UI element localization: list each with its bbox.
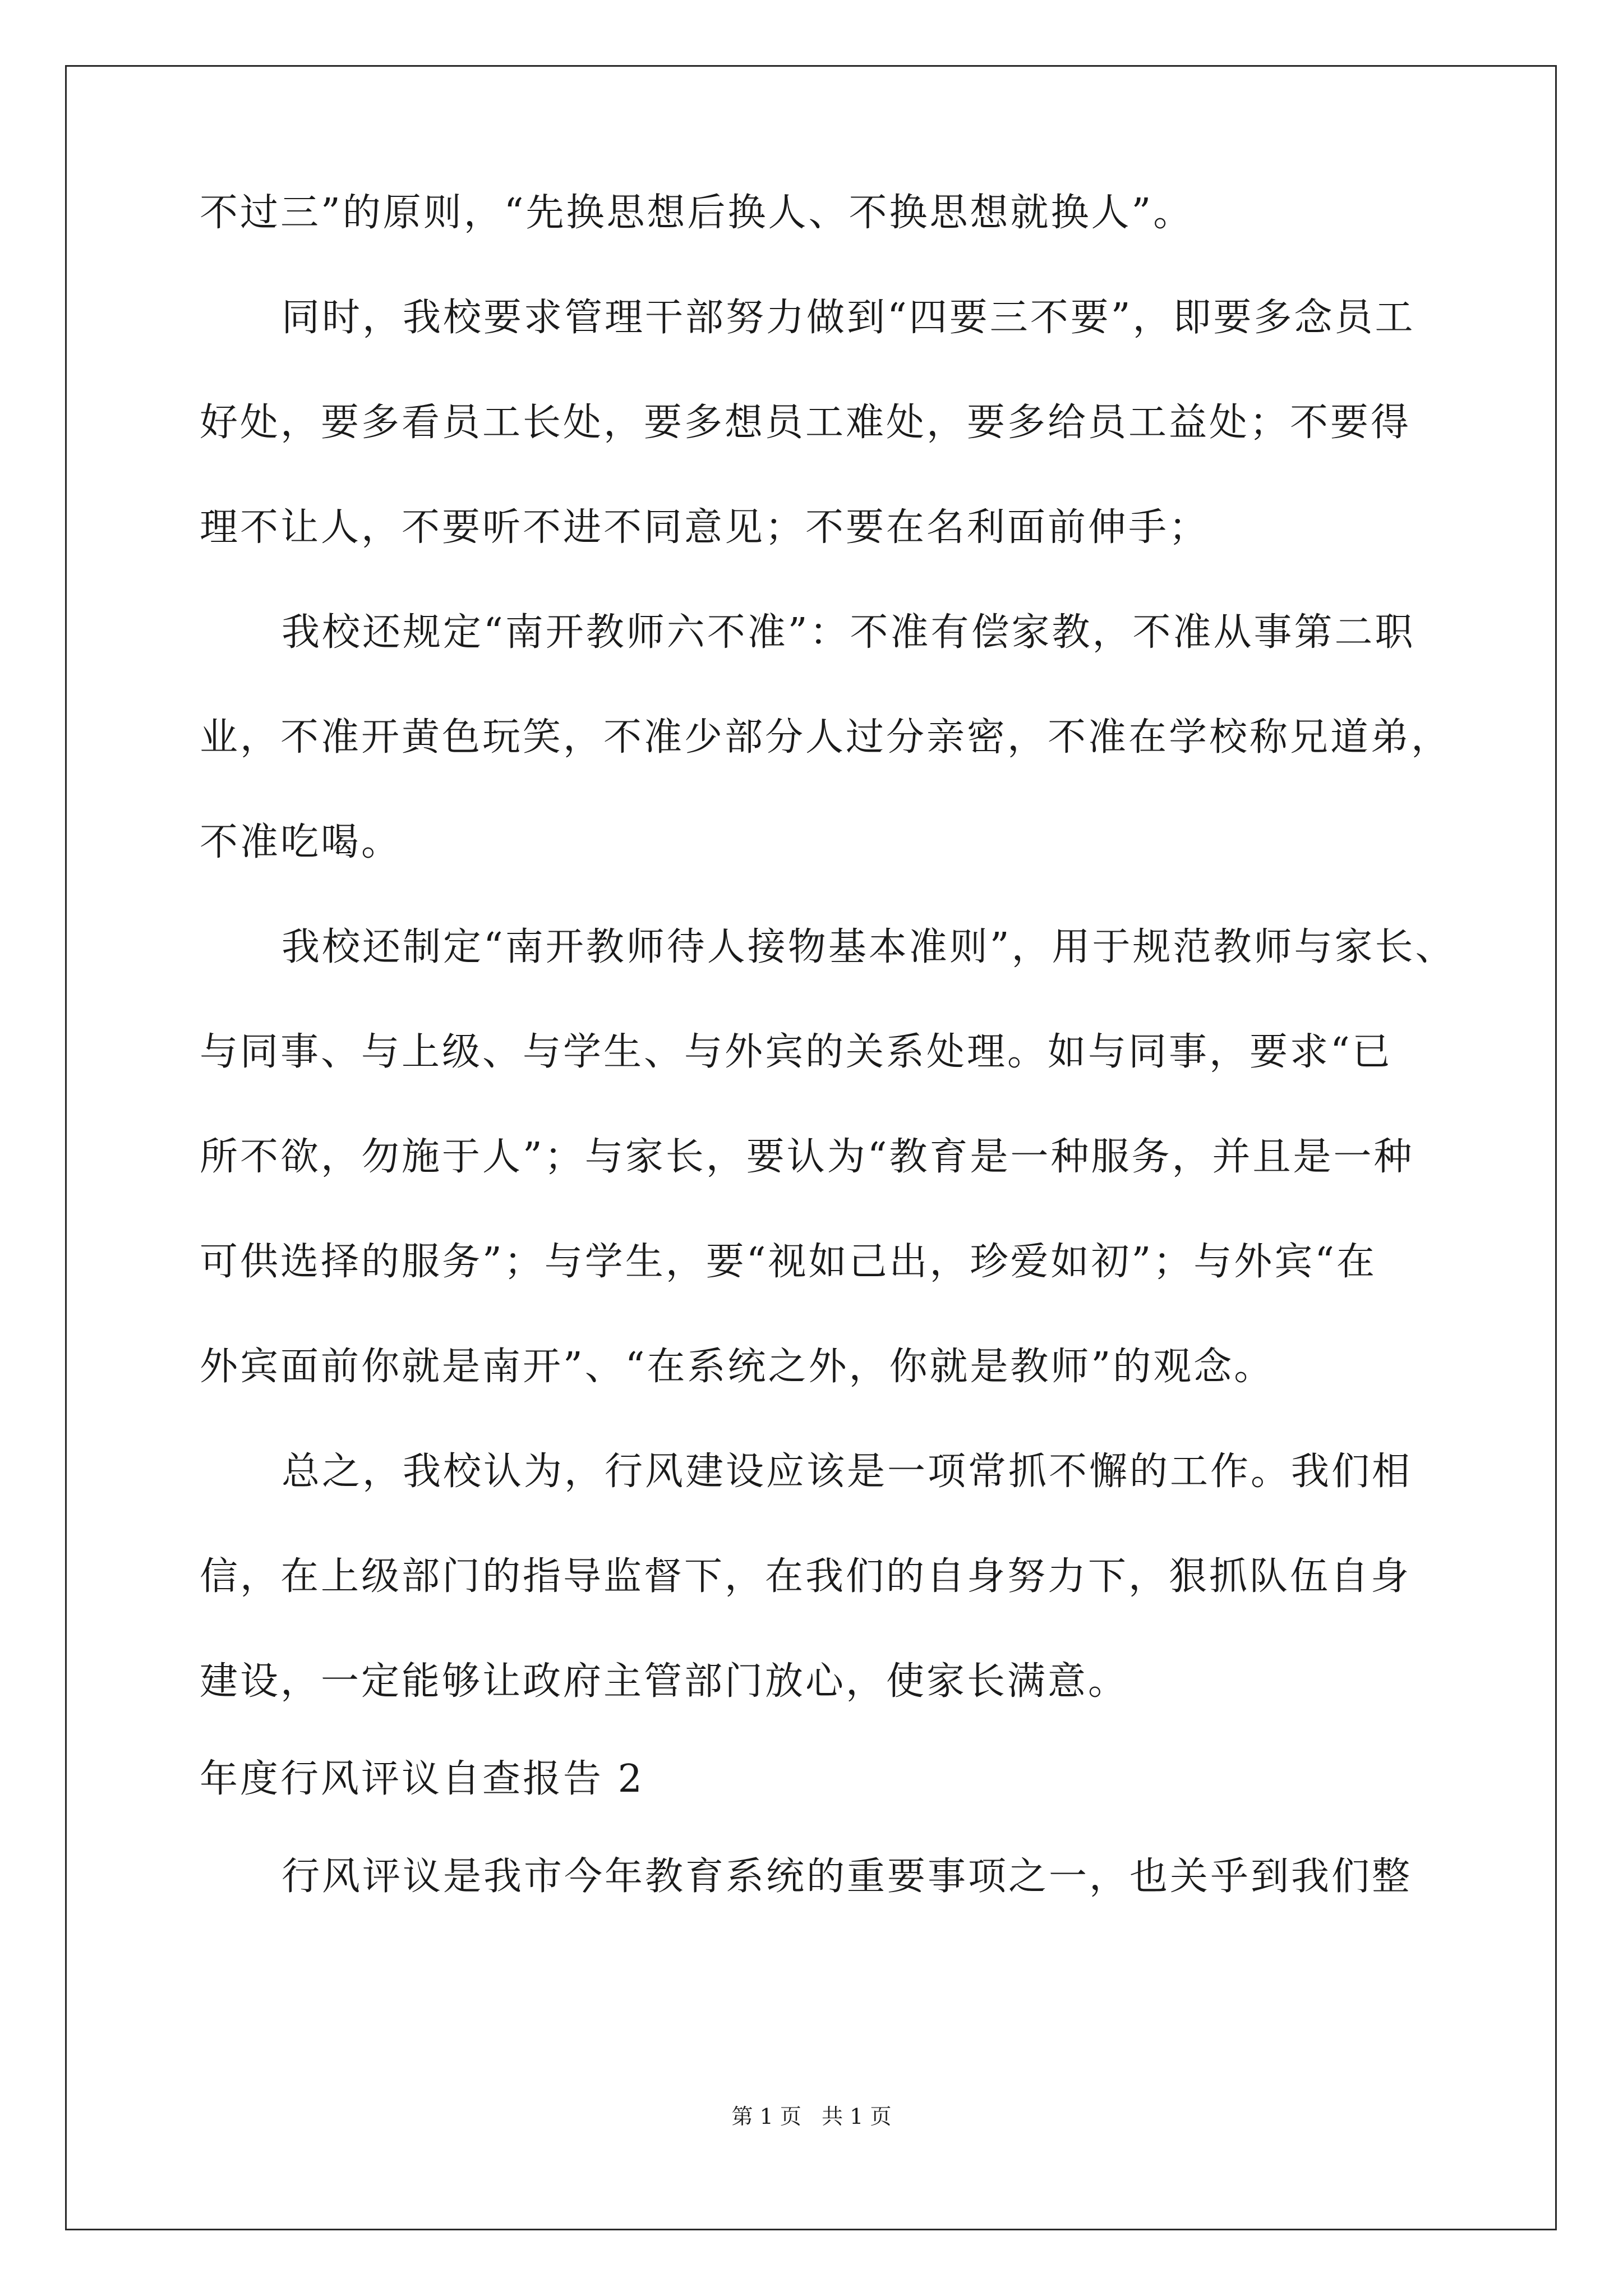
- text-line: 好处，要多看员工长处，要多想员工难处，要多给员工益处；不要得: [200, 401, 1412, 445]
- text-line: 信，在上级部门的指导监督下，在我们的自身努力下，狠抓队伍自身: [200, 1554, 1412, 1599]
- text-line: 不过三”的原则，“先换思想后换人、不换思想就换人”。: [200, 191, 1194, 235]
- text-line: 我校还规定“南开教师六不准”：不准有偿家教，不准从事第二职: [282, 610, 1415, 655]
- text-line: 建设，一定能够让政府主管部门放心，使家长满意。: [200, 1659, 1129, 1704]
- text-line: 理不让人，不要听不进不同意见；不要在名利面前伸手；: [200, 505, 1210, 550]
- page-footer: 第 1 页 共 1 页: [731, 2104, 892, 2129]
- text-line: 我校还制定“南开教师待人接物基本准则”，用于规范教师与家长、: [282, 925, 1456, 969]
- text-line: 同时，我校要求管理干部努力做到“四要三不要”，即要多念员工: [282, 296, 1415, 340]
- section-heading: 年度行风评议自查报告 2: [200, 1757, 644, 1801]
- text-line: 可供选择的服务”；与学生，要“视如己出，珍爱如初”；与外宾“在: [200, 1240, 1377, 1284]
- text-line: 行风评议是我市今年教育系统的重要事项之一，也关乎到我们整: [282, 1855, 1413, 1899]
- text-line: 所不欲，勿施于人”；与家长，要认为“教育是一种服务，并且是一种: [200, 1135, 1414, 1179]
- text-line: 外宾面前你就是南开”、“在系统之外，你就是教师”的观念。: [200, 1345, 1275, 1389]
- text-line: 不准吃喝。: [200, 820, 402, 864]
- text-line: 业，不准开黄色玩笑，不准少部分人过分亲密，不准在学校称兄道弟，: [200, 715, 1452, 760]
- text-line: 与同事、与上级、与学生、与外宾的关系处理。如与同事，要求“已: [200, 1030, 1393, 1074]
- text-line: 总之，我校认为，行风建设应该是一项常抓不懈的工作。我们相: [282, 1450, 1413, 1494]
